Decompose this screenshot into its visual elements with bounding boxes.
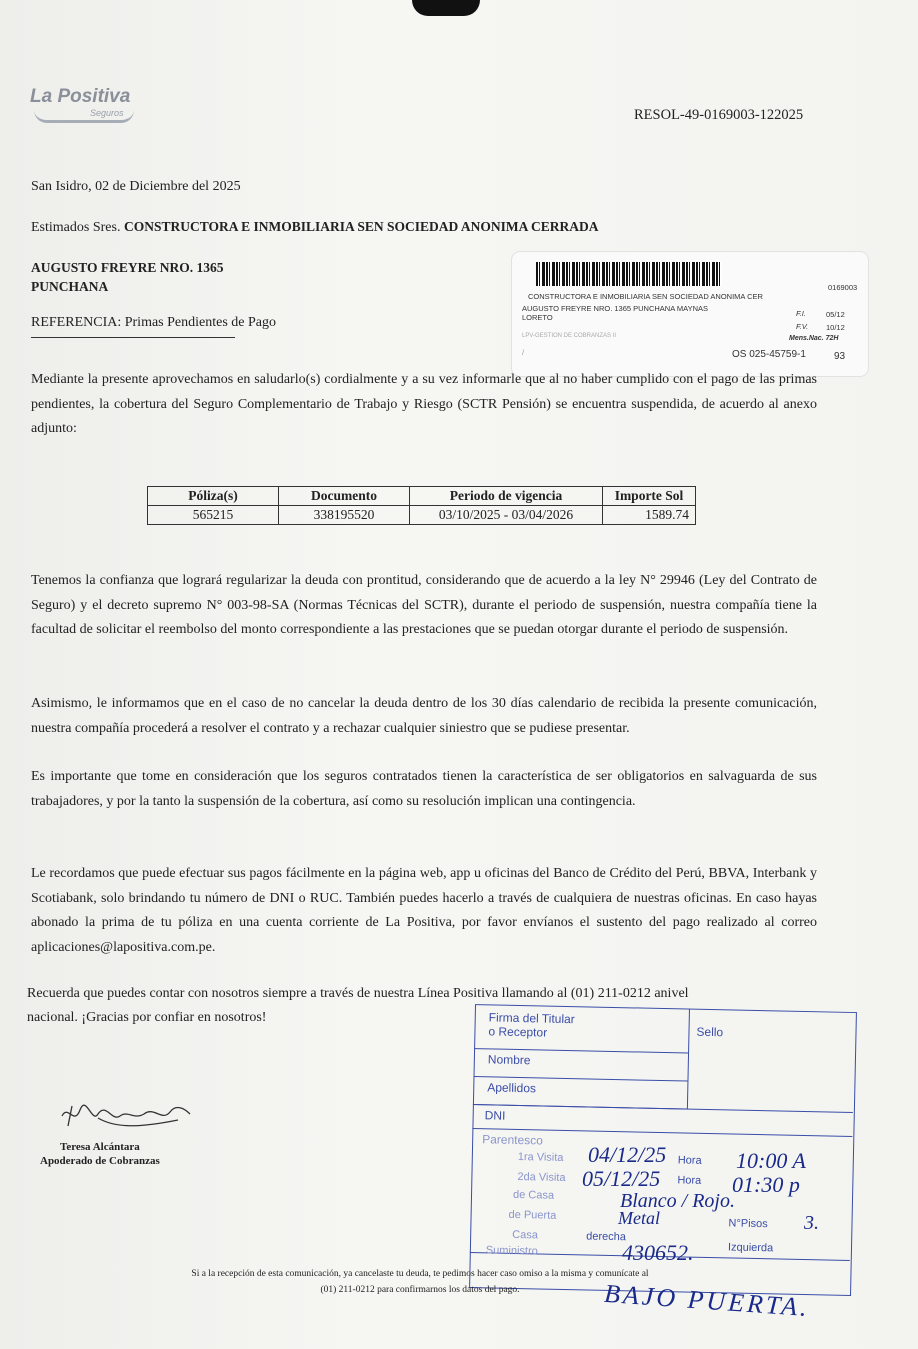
- ink-blot: [412, 0, 480, 16]
- stamp-sello: Sello: [696, 1024, 724, 1040]
- cell-periodo: 03/10/2025 - 03/04/2026: [410, 506, 603, 525]
- table-row: [148, 506, 696, 525]
- footer-line2: (01) 211-0212 para confirmarnos los datos del pago.: [320, 1285, 520, 1295]
- stamp-hora2: Hora: [677, 1174, 702, 1187]
- label-department: LPV-GESTION DE COBRANZAS II: [522, 333, 617, 339]
- header-importe: Importe Sol: [603, 487, 696, 506]
- policy-table: [147, 486, 696, 525]
- hand-note: BAJO PUERTA.: [603, 1278, 811, 1323]
- greeting: [31, 219, 599, 236]
- greeting-prefix: Estimados Sres.: [31, 220, 121, 235]
- paragraph-4: Es importante que tome en consideración que los seguros contratados tienen la característica de ser obligatorios en salvaguarda de sus trabajadores, y por la tanto la suspensión de la cobertura, así como su resolución implican una contingencia.: [31, 769, 817, 809]
- hand-time1: 10:00 A: [736, 1148, 806, 1173]
- table-header-row: [148, 487, 696, 506]
- label-slash: /: [522, 348, 525, 357]
- barcode: [536, 262, 722, 286]
- label-fi: 05/12: [826, 310, 845, 319]
- hand-floors: 3.: [804, 1212, 819, 1234]
- company-logo: [30, 86, 131, 118]
- stamp-visita2: 2da Visita: [517, 1171, 566, 1185]
- stamp-derecha: derecha: [586, 1230, 627, 1244]
- stamp-casa: de Casa: [512, 1188, 555, 1202]
- stamp-parentesco: Parentesco: [482, 1132, 544, 1148]
- hand-date2: 05/12/25: [582, 1166, 661, 1191]
- paragraph-2: Tenemos la confianza que logrará regularizar la deuda con prontitud, considerando que de acuerdo a la ley N° 29946 (Ley del Contrato de Seguro) y el decreto supremo N° 003-98-SA (Normas Técnicas del SCTR), durante el periodo de suspensión, nuestra compañía tiene la facultad de solicitar el reembolso del monto correspondiente a las prestaciones que se puedan otorgar durante el periodo de suspensión.: [31, 573, 817, 637]
- stamp-puerta: de Puerta: [508, 1208, 557, 1222]
- header-periodo: Periodo de vigencia: [410, 487, 603, 506]
- paragraph-6a: Recuerda que puedes contar con nosotros siempre a través de nuestra Línea Positiva llamando al (01) 211-0212 anivel: [27, 986, 689, 1001]
- address-line1: AUGUSTO FREYRE NRO. 1365: [31, 260, 224, 275]
- label-num: 93: [834, 351, 846, 362]
- stamp-hora1: Hora: [677, 1154, 702, 1167]
- paragraph-5: Le recordamos que puede efectuar sus pagos fácilmente en la página web, app u oficinas del Banco de Crédito del Perú, BBVA, Interbank y Scotiabank, solo brindando tu número de DNI o RUC. También puedes hacerlo a través de cualquiera de nuestras oficinas. En caso hayas abonado la prima de tu póliza en una cuenta corriente de La Positiva, por favor envíanos el sustento del pago realizado al correo aplicaciones@lapositiva.com.pe.: [31, 866, 817, 955]
- stamp-dni: DNI: [484, 1108, 506, 1123]
- label-fi-label: F.I.: [796, 309, 806, 318]
- label-address: AUGUSTO FREYRE NRO. 1365 PUNCHANA MAYNAS: [522, 304, 709, 313]
- company-name: CONSTRUCTORA E INMOBILIARIA SEN SOCIEDAD ANONIMA CERRADA: [123, 219, 599, 234]
- label-os: OS 025-45759-1: [732, 349, 806, 360]
- cell-documento: 338195520: [279, 506, 410, 525]
- reference-line: [31, 315, 276, 338]
- hand-supply: 430652.: [622, 1240, 694, 1265]
- resolution-number: RESOL-49-0169003-122025: [634, 107, 804, 123]
- stamp-firma: Firma del Titular: [488, 1010, 575, 1027]
- reference-text: REFERENCIA: Primas Pendientes de Pago: [31, 315, 276, 330]
- stamp-casa2: Casa: [512, 1228, 539, 1242]
- label-fv-label: F.V.: [796, 322, 809, 331]
- stamp-nombre: Nombre: [487, 1052, 531, 1068]
- cell-importe: 1589.74: [603, 506, 696, 525]
- address-block: [31, 258, 224, 296]
- stamp-receptor: o Receptor: [488, 1024, 548, 1040]
- logo-subtext: Seguros: [90, 108, 124, 118]
- paragraph-6b: nacional. ¡Gracias por confiar en nosotros!: [27, 1010, 267, 1025]
- label-fv: 10/12: [826, 323, 845, 332]
- label-mens: Mens.Nac. 72H: [789, 335, 839, 342]
- hand-date1: 04/12/25: [588, 1142, 667, 1167]
- hand-time2: 01:30 p: [732, 1172, 800, 1197]
- footer-line1: Si a la recepción de esta comunicación, ya cancelaste tu deuda, te pedimos hacer caso omiso a la misma y comunícate al: [191, 1269, 649, 1279]
- stamp-suministro: Suministro: [485, 1244, 538, 1258]
- footer-note: [100, 1266, 740, 1298]
- stamp-npisos: N°Pisos: [728, 1217, 768, 1231]
- hand-material: Metal: [618, 1208, 660, 1228]
- label-region: LORETO: [522, 313, 553, 322]
- logo-swoosh: [34, 110, 134, 123]
- logo-text: La Positiva: [30, 86, 131, 107]
- signatory-name: Teresa Alcántara: [60, 1141, 140, 1153]
- stamp-visita1: 1ra Visita: [517, 1151, 564, 1164]
- stamp-apellidos: Apellidos: [487, 1080, 537, 1096]
- label-name: CONSTRUCTORA E INMOBILIARIA SEN SOCIEDAD ANONIMA CER: [528, 292, 763, 301]
- cell-poliza: 565215: [148, 506, 279, 525]
- header-poliza: Póliza(s): [148, 487, 279, 506]
- signature-scribble: [58, 1096, 198, 1132]
- address-line2: PUNCHANA: [31, 279, 109, 294]
- paragraph-1: Mediante la presente aprovechamos en saludarlo(s) cordialmente y a su vez informarle que al no haber cumplido con el pago de las primas pendientes, la cobertura del Seguro Complementario de Trabajo y Riesgo (SCTR Pensión) se encuentra suspendida, de acuerdo al anexo adjunto:: [31, 372, 817, 436]
- header-documento: Documento: [279, 487, 410, 506]
- date-line: San Isidro, 02 de Diciembre del 2025: [31, 179, 241, 194]
- paragraph-3: Asimismo, le informamos que en el caso de no cancelar la deuda dentro de los 30 días calendario de recibida la presente comunicación, nuestra compañía procederá a resolver el contrato y a rechazar cualquier siniestro que se pudiese presentar.: [31, 696, 817, 736]
- stamp-izquierda: Izquierda: [727, 1241, 774, 1255]
- mailing-label: [512, 252, 868, 376]
- hand-color: Blanco / Rojo.: [620, 1190, 735, 1212]
- label-code: 0169003: [828, 283, 858, 292]
- signatory-title: Apoderado de Cobranzas: [40, 1155, 160, 1167]
